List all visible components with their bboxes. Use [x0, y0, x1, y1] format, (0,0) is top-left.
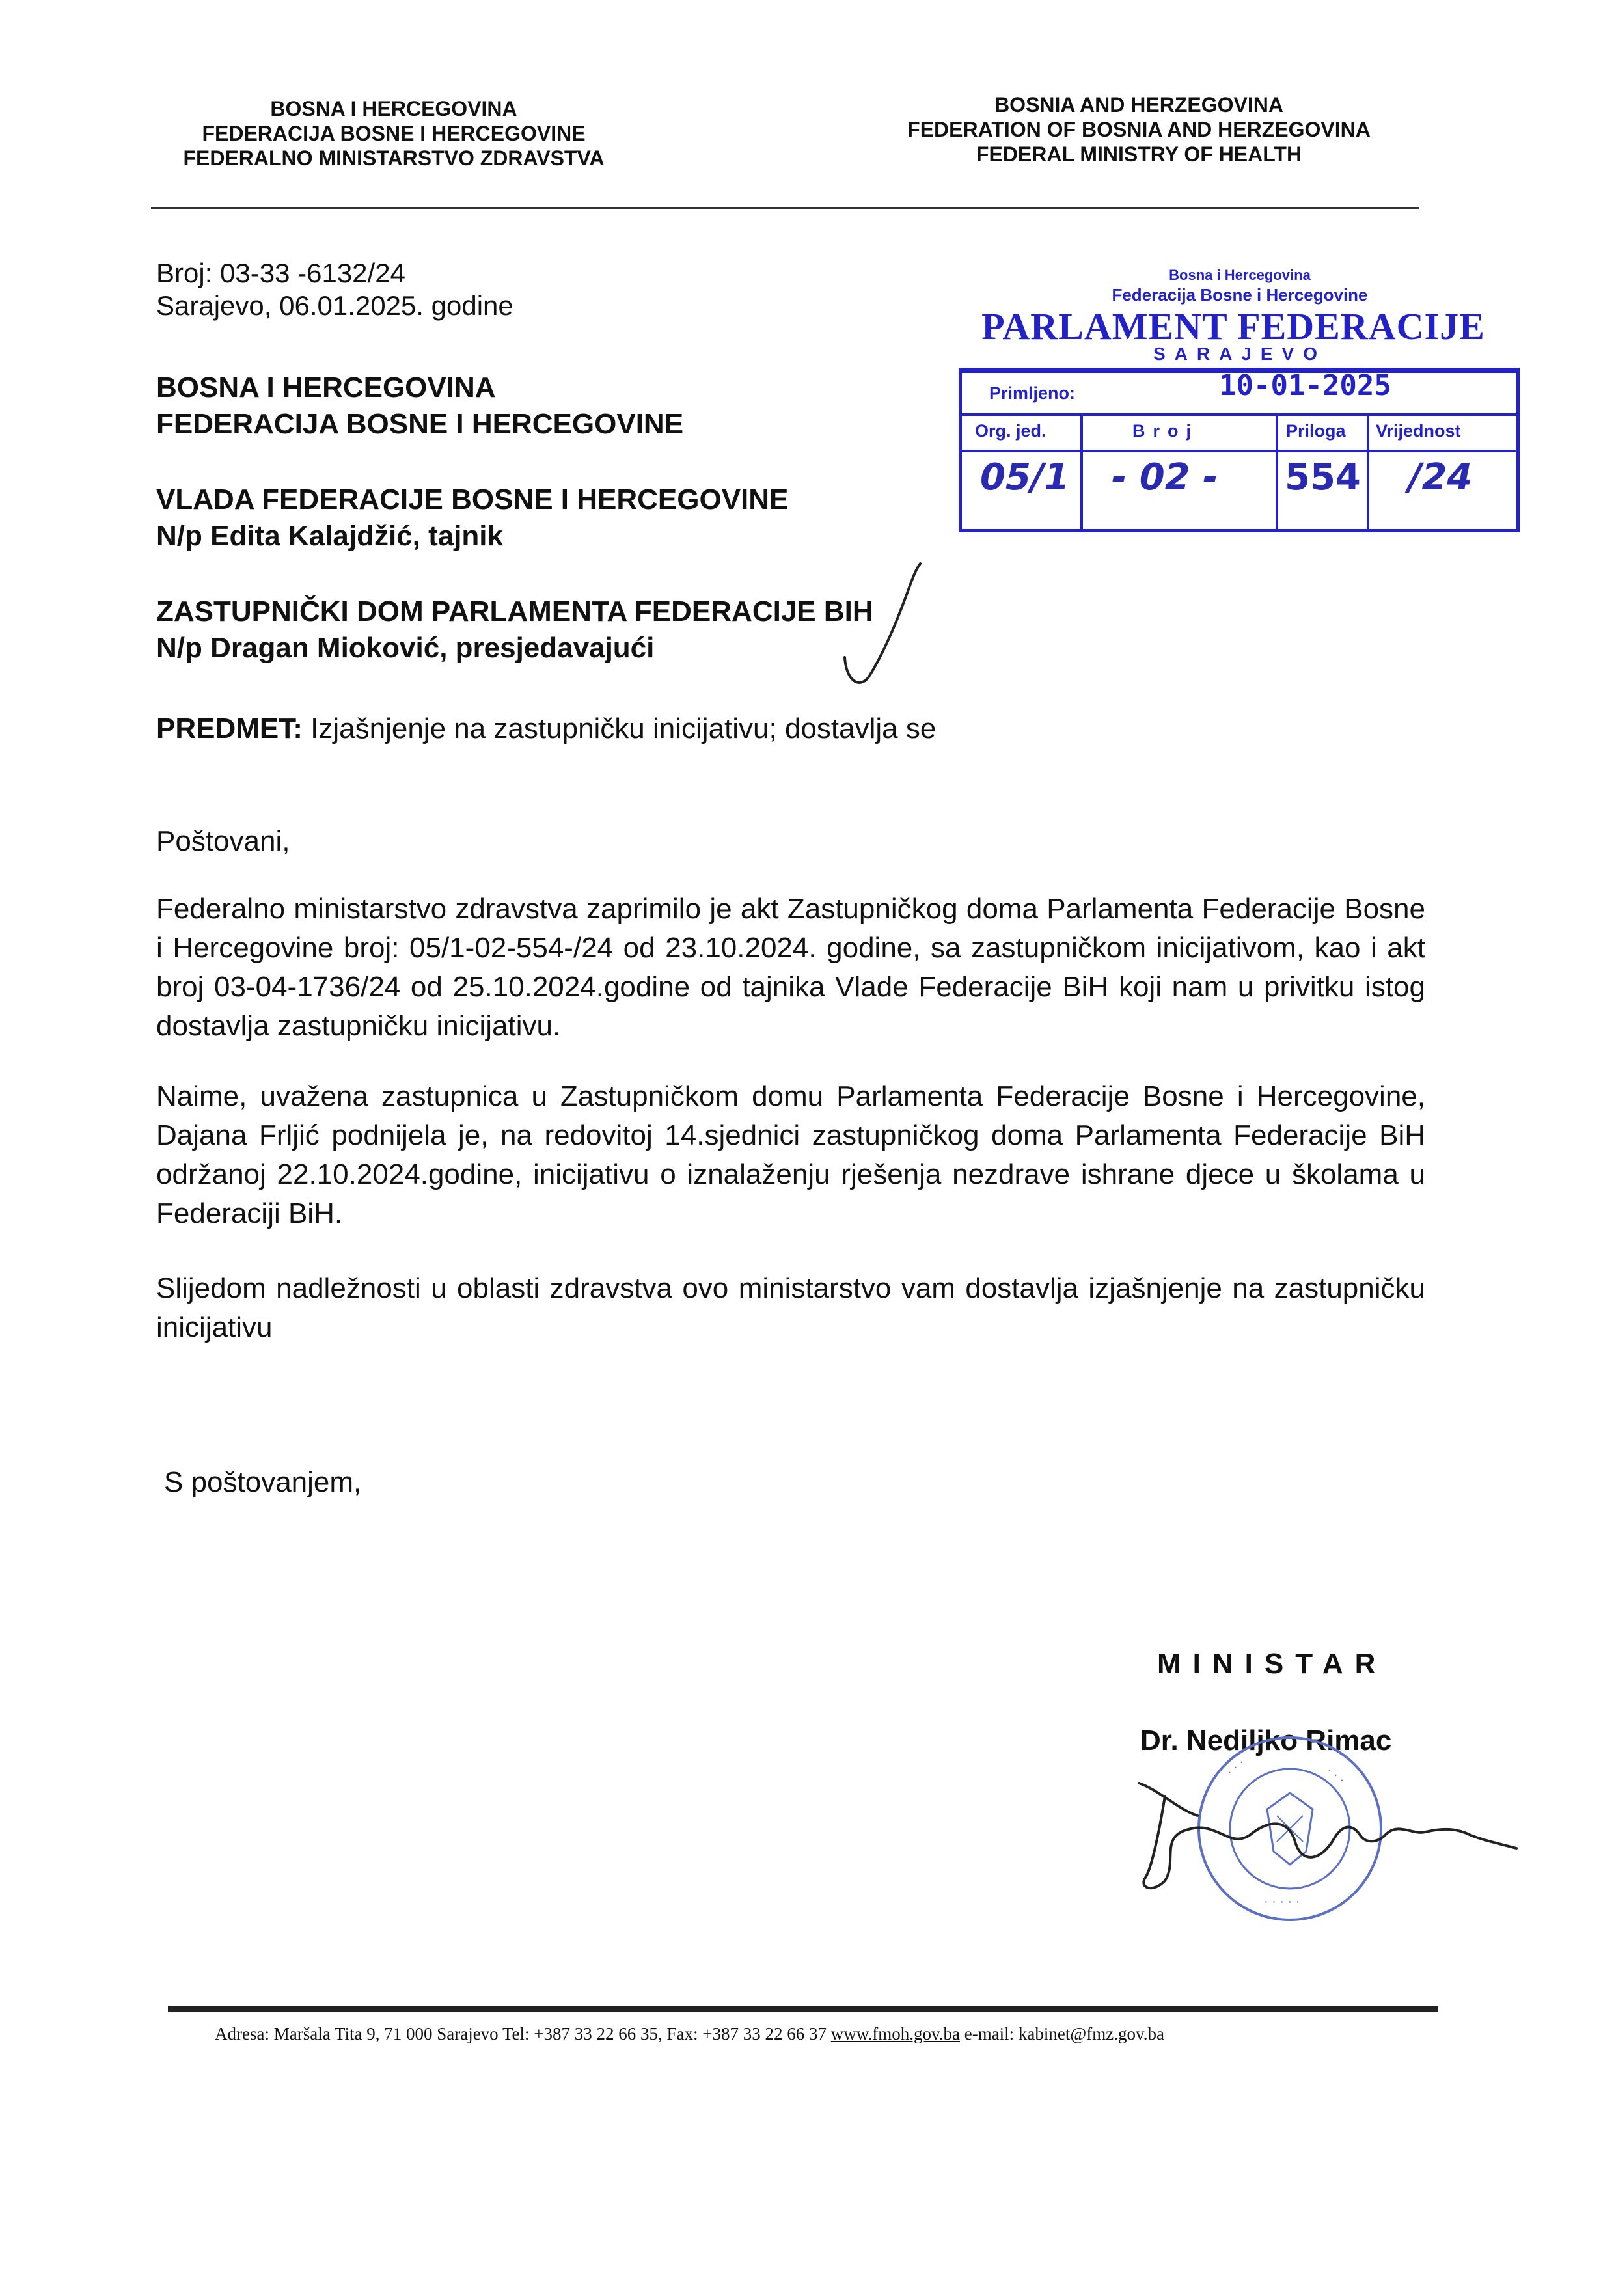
recipient-block-2 — [156, 482, 788, 554]
stamp-received-date: 10-01-2025 — [1219, 369, 1391, 402]
stamp-value-broj: - 02 - — [1112, 456, 1218, 499]
stamp-value-priloga: 554 — [1285, 456, 1361, 499]
stamp-line-3: PARLAMENT FEDERACIJE — [981, 305, 1485, 348]
stamp-row-rule-2 — [962, 450, 1516, 452]
greeting: Poštovani, — [156, 825, 290, 857]
footer-website-link[interactable]: www.fmoh.gov.ba — [830, 2024, 960, 2043]
header-divider — [151, 207, 1419, 209]
stamp-value-vrijednost: /24 — [1408, 456, 1473, 499]
footer-email: e-mail: kabinet@fmz.gov.ba — [959, 2024, 1164, 2043]
stamp-col-org: Org. jed. — [975, 421, 1046, 441]
reference-number: Broj: 03-33 -6132/24 — [156, 258, 405, 288]
stamp-col-broj: Broj — [1132, 421, 1199, 441]
recipient-2-line-2: N/p Edita Kalajdžić, tajnik — [156, 520, 504, 552]
stamp-line-1: Bosna i Hercegovina — [1169, 267, 1311, 283]
header-left-line-3: FEDERALNO MINISTARSTVO ZDRAVSTVA — [183, 146, 605, 170]
svg-text:· · ·: · · · — [1323, 1762, 1348, 1787]
stamp-line-4: SARAJEVO — [1153, 344, 1327, 364]
footer-contact — [215, 2024, 1164, 2044]
stamp-value-org: 05/1 — [980, 456, 1070, 499]
header-right-line-3: FEDERAL MINISTRY OF HEALTH — [976, 143, 1302, 166]
stamp-col-divider-2 — [1276, 413, 1278, 529]
signature-name: Dr. Nediljko Rimac — [1140, 1725, 1392, 1756]
handwritten-signature — [1119, 1757, 1549, 1907]
subject-line — [156, 709, 936, 748]
recipient-block-3 — [156, 594, 873, 666]
stamp-line-2: Federacija Bosne i Hercegovine — [1112, 285, 1368, 305]
handwritten-check-mark — [833, 560, 937, 703]
recipient-2-line-1: VLADA FEDERACIJE BOSNE I HERCEGOVINE — [156, 484, 789, 515]
footer-address: Adresa: Maršala Tita 9, 71 000 Sarajevo Tel: +387 33 22 66 35, Fax: +387 33 22 66 37 — [215, 2024, 831, 2043]
header-left-line-1: BOSNA I HERCEGOVINA — [270, 97, 517, 120]
stamp-row-rule-1 — [962, 413, 1516, 416]
subject-label: PREDMET: — [156, 713, 303, 745]
stamp-table — [959, 370, 1520, 532]
body-paragraph-3: Slijedom nadležnosti u oblasti zdravstva ovo ministarstvo vam dostavlja izjašnjenje na zastupničku inicijativu — [156, 1272, 1425, 1343]
signature-title: MINISTAR — [1157, 1648, 1388, 1680]
stamp-col-vrijednost: Vrijednost — [1376, 421, 1461, 441]
header-right — [859, 92, 1419, 167]
stamp-col-priloga: Priloga — [1286, 421, 1346, 441]
footer-rule — [168, 2006, 1438, 2012]
reference-place-date: Sarajevo, 06.01.2025. godine — [156, 290, 513, 321]
recipient-3-line-1: ZASTUPNIČKI DOM PARLAMENTA FEDERACIJE BIH — [156, 595, 873, 627]
recipient-1-line-1: BOSNA I HERCEGOVINA — [156, 372, 496, 403]
body-paragraph-1: Federalno ministarstvo zdravstva zaprimilo je akt Zastupničkog doma Parlamenta Federacije Bosne i Hercegovine broj: 05/1-02-554-/24 od 23.10.2024. godine, sa zastupničkom inicijativom, kao i akt broj 03-04-1736/24 od 25.10.2024.godine od tajnika Vlade Federacije BiH koji nam u privitku istog dostavlja zastupničku inicijativu. — [156, 893, 1425, 1042]
header-right-line-2: FEDERATION OF BOSNIA AND HERZEGOVINA — [907, 118, 1371, 141]
closing: S poštovanjem, — [164, 1466, 362, 1498]
stamp-primljeno-label: Primljeno: — [989, 383, 1076, 403]
stamp-col-divider-3 — [1367, 413, 1369, 529]
header-right-line-1: BOSNIA AND HERZEGOVINA — [994, 93, 1283, 116]
recipient-1-line-2: FEDERACIJA BOSNE I HERCEGOVINE — [156, 408, 684, 440]
recipient-3-line-2: N/p Dragan Mioković, presjedavajući — [156, 632, 655, 664]
subject-text: Izjašnjenje na zastupničku inicijativu; dostavlja se — [302, 713, 937, 745]
received-stamp — [960, 267, 1520, 540]
body-paragraph-2: Naime, uvažena zastupnica u Zastupničkom domu Parlamenta Federacije Bosne i Hercegovine, Dajana Frljić podnijela je, na redovitoj 14.sjednici zastupničkog doma Parlamenta Federacije BiH održanoj 22.10.2024.godine, inicijativu o iznalaženju rješenja nezdrave ishrane djece u školama u Federaciji BiH. — [156, 1080, 1425, 1229]
reference-block — [156, 257, 513, 322]
header-left-line-2: FEDERACIJA BOSNE I HERCEGOVINE — [202, 122, 586, 145]
header-left — [130, 96, 657, 171]
recipient-block-1 — [156, 370, 683, 443]
svg-text:· · ·: · · · — [1223, 1755, 1248, 1779]
svg-text:· · · · ·: · · · · · — [1264, 1894, 1300, 1909]
stamp-col-divider-1 — [1080, 413, 1083, 529]
